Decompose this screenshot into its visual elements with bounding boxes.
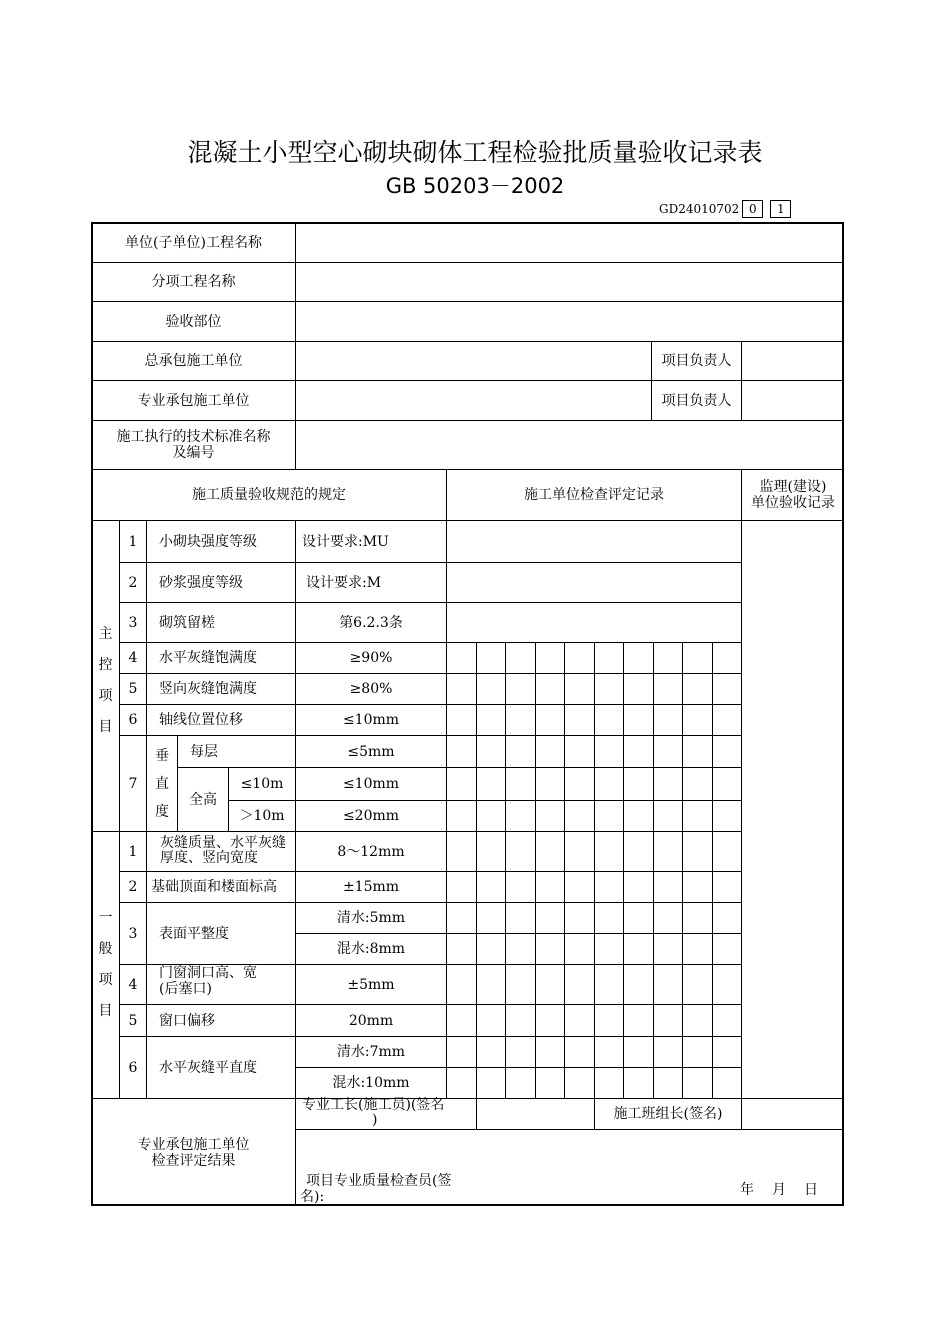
quality-inspector-label-line2: 名): (300, 1189, 325, 1205)
supervisor-header-line2: 单位验收记录 (751, 495, 835, 511)
general-item-3-name: 表面平整度 (159, 925, 229, 942)
gt10m-req: ≤20mm (342, 808, 400, 824)
general-item-4-no: 4 (128, 976, 138, 993)
main-item-4-no: 4 (128, 650, 138, 666)
sub-item-label: 分项工程名称 (151, 274, 236, 290)
general-group-label (92, 832, 119, 1098)
general-item-6-req-clear: 清水:7mm (336, 1044, 406, 1060)
general-item-2-no: 2 (128, 879, 138, 895)
main-item-4-name: 水平灰缝饱满度 (159, 650, 257, 666)
contractor-result-label-line1: 专业承包施工单位 (137, 1136, 250, 1153)
general-item-3-req-clear: 清水:5mm (336, 910, 406, 926)
specialty-contractor-label: 专业承包施工单位 (137, 392, 250, 409)
part-label: 验收部位 (165, 313, 222, 330)
sub-item-field[interactable] (296, 263, 844, 301)
general-item-5-no: 5 (128, 1012, 138, 1029)
main-item-5-name: 竖向灰缝饱满度 (159, 681, 257, 697)
form-code-box-2[interactable]: 1 (770, 200, 791, 218)
gt10m-label: ＞10m (239, 808, 285, 824)
general-group-char-3: 项 (98, 972, 113, 988)
record-header: 施工单位检查评定记录 (524, 487, 664, 503)
le10m-req: ≤10mm (342, 776, 400, 792)
general-item-1-name-line1: 灰缝质量、水平灰缝 (160, 835, 286, 851)
foreman-label-line1: 专业工长(施工员)(签名 (302, 1097, 445, 1113)
main-item-6-name: 轴线位置位移 (159, 712, 243, 728)
main-item-3-name: 砌筑留槎 (159, 614, 215, 631)
main-item-6-no: 6 (128, 712, 138, 728)
main-item-2-req: 设计要求:M (306, 574, 382, 591)
foreman-signature-label (296, 1096, 476, 1130)
general-item-4-name-line2: (后塞口) (159, 981, 212, 997)
quality-inspector-label (296, 1172, 496, 1206)
main-group-char-3: 项 (98, 688, 113, 704)
tech-standard-field[interactable] (296, 421, 844, 469)
main-item-5-req: ≥80% (349, 681, 393, 697)
general-group-char-4: 目 (98, 1003, 113, 1019)
foreman-signature-field[interactable] (477, 1099, 594, 1129)
each-floor-req: ≤5mm (347, 743, 395, 760)
general-item-3-no: 3 (128, 925, 138, 942)
foreman-label-line2: ) (372, 1112, 378, 1128)
form-title: 混凝土小型空心砌块砌体工程检验批质量验收记录表 (187, 138, 763, 167)
specialty-manager-label: 项目负责人 (661, 392, 732, 409)
contractor-result-label (92, 1099, 295, 1206)
unit-name-field[interactable] (296, 223, 844, 262)
date-day: 日 (804, 1182, 818, 1198)
specialty-manager-field[interactable] (742, 381, 844, 420)
supervisor-header-line1: 监理(建设) (759, 479, 827, 495)
verticality-char-2: 直 (155, 775, 169, 792)
tech-standard-label (92, 421, 295, 469)
team-leader-field[interactable] (742, 1099, 844, 1129)
full-height-label: 全高 (189, 791, 217, 808)
main-item-1-no: 1 (128, 533, 138, 550)
general-contractor-label: 总承包施工单位 (144, 353, 243, 369)
date-month: 月 (772, 1182, 786, 1198)
main-item-1-req: 设计要求:MU (302, 533, 389, 550)
main-item-1-name: 小砌块强度等级 (159, 533, 257, 550)
date-year: 年 (740, 1182, 754, 1198)
verticality-char-3: 度 (155, 803, 169, 820)
team-leader-label: 施工班组长(签名) (613, 1106, 723, 1122)
general-item-4-name-line1: 门窗洞口高、宽 (159, 965, 257, 981)
tech-standard-label-line1: 施工执行的技术标准名称 (116, 429, 271, 445)
form-code-text: GD24010702 (659, 201, 740, 216)
general-item-1-name-line2: 厚度、竖向宽度 (160, 850, 258, 866)
each-floor-label: 每层 (190, 743, 218, 760)
contractor-result-label-line2: 检查评定结果 (151, 1152, 236, 1169)
main-group-char-4: 目 (98, 719, 113, 735)
main-control-group-label (92, 521, 119, 831)
general-item-2-name: 基础顶面和楼面标高 (151, 878, 277, 895)
general-group-char-1: 一 (98, 910, 113, 926)
main-item-3-no: 3 (128, 614, 138, 631)
general-item-6-name: 水平灰缝平直度 (159, 1059, 257, 1076)
main-item-2-no: 2 (128, 574, 138, 591)
tech-standard-label-line2: 及编号 (172, 445, 215, 461)
supervisor-header (742, 470, 844, 520)
supervisor-record-field[interactable] (742, 521, 844, 1098)
general-item-1-req: 8～12mm (337, 843, 405, 860)
general-item-5-req: 20mm (348, 1012, 394, 1029)
general-item-6-req-mixed: 混水:10mm (332, 1075, 410, 1091)
general-group-char-2: 般 (98, 941, 113, 957)
general-item-1-no: 1 (128, 843, 138, 860)
main-item-7-no: 7 (128, 775, 138, 792)
main-item-4-req: ≥90% (349, 650, 393, 666)
general-manager-field[interactable] (742, 342, 844, 380)
main-item-6-req: ≤10mm (342, 712, 400, 728)
general-item-1-name (147, 826, 295, 876)
quality-inspector-field[interactable] (500, 1131, 730, 1205)
main-item-3-req: 第6.2.3条 (339, 614, 403, 631)
spec-header: 施工质量验收规范的规定 (192, 487, 346, 503)
general-item-6-no: 6 (128, 1059, 138, 1076)
unit-name-label: 单位(子单位)工程名称 (125, 234, 262, 251)
general-item-4-req: ±5mm (347, 976, 395, 993)
quality-inspector-label-line1: 项目专业质量检查员(签 (306, 1173, 452, 1189)
le10m-label: ≤10m (240, 776, 284, 792)
general-item-4-name (147, 965, 295, 1004)
form-code-box-1[interactable]: 0 (742, 200, 763, 218)
general-manager-label: 项目负责人 (661, 353, 732, 369)
general-contractor-field[interactable] (296, 342, 651, 380)
verticality-label (147, 736, 177, 831)
verticality-char-1: 垂 (155, 747, 169, 764)
general-item-2-req: ±15mm (342, 879, 400, 895)
general-item-5-name: 窗口偏移 (159, 1012, 215, 1029)
part-field[interactable] (296, 302, 844, 341)
main-item-2-name: 砂浆强度等级 (159, 574, 243, 591)
general-item-3-req-mixed: 混水:8mm (336, 941, 406, 957)
main-group-char-1: 主 (98, 626, 113, 642)
main-item-5-no: 5 (128, 681, 138, 697)
standard-number: GB 50203－2002 (385, 174, 565, 198)
main-group-char-2: 控 (98, 657, 113, 673)
specialty-contractor-field[interactable] (296, 381, 651, 420)
